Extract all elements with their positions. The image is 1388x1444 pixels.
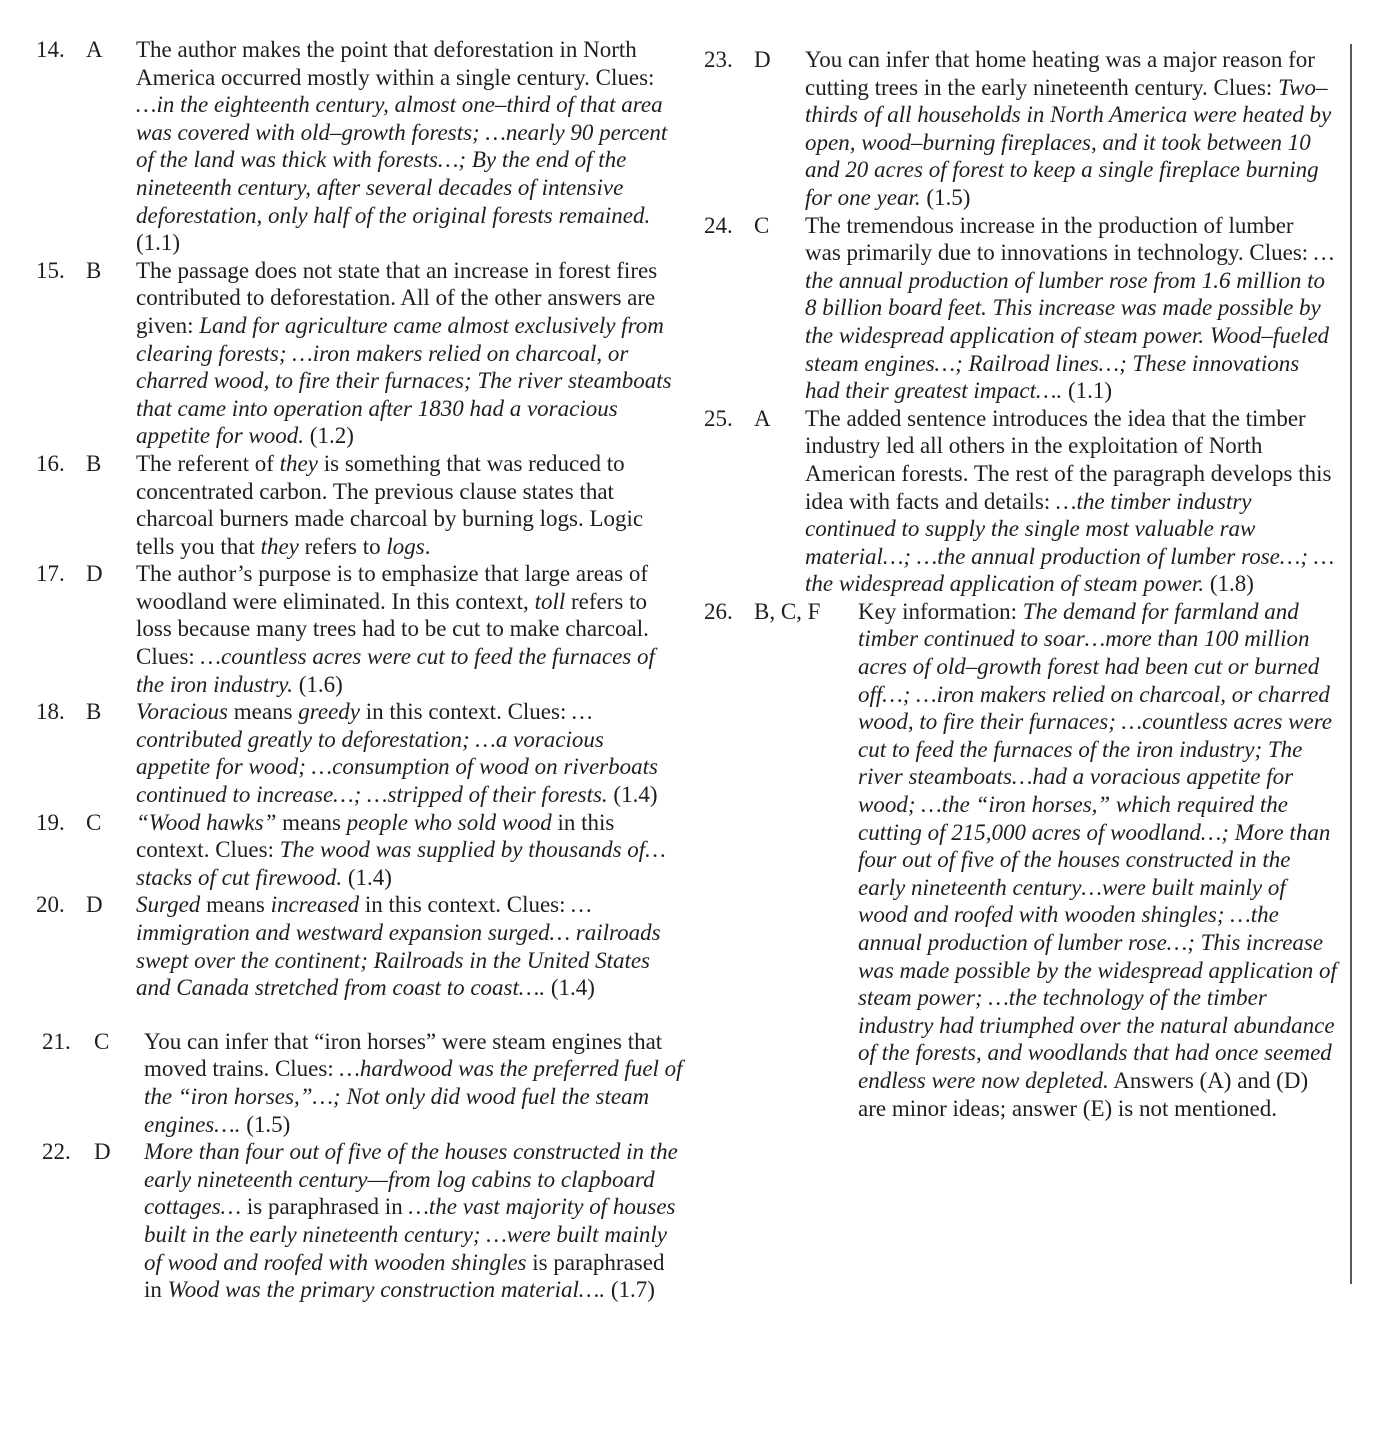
answer-item-18 xyxy=(0,698,690,808)
explanation-text xyxy=(805,212,1335,405)
question-number: 14. xyxy=(36,37,65,62)
answer-item-14 xyxy=(0,36,690,257)
italic-quote: people who sold wood xyxy=(346,809,552,835)
question-number: 18. xyxy=(36,699,65,725)
explanation-text xyxy=(136,560,676,698)
explanation-segment: (1.6) xyxy=(292,671,343,697)
explanation-segment: means xyxy=(200,892,271,918)
italic-quote: The demand for farmland and timber continued to soar…more than 100 million acres of old–growth forest had been cut or burned off…; …iron makers relied on charcoal, or charred wood, to fire their furnaces; …countless acres were cut to feed the furnaces of the iron industry; The river steamboats…had a voracious appetite for wood; …the “iron horses,” which required the cutting of 215,000 acres of woodland…; More than four out of five of the houses constructed in the early nineteenth century…were built mainly of wood and roofed with wooden shingles; …the annual production of lumber rose…; This increase was made possible by the widespread application of steam power; …the technology of the timber industry had triumphed over the natural abundance of the forests, and woodlands that had once seemed endless were now depleted. xyxy=(858,598,1337,1093)
explanation-text xyxy=(805,46,1335,212)
answer-letter: A xyxy=(86,37,103,62)
answer-letter: B, C, F xyxy=(754,598,821,624)
explanation-text xyxy=(144,1028,684,1138)
answer-item-26 xyxy=(690,598,1358,1122)
italic-quote: they xyxy=(260,533,299,559)
italic-quote: greedy xyxy=(298,699,360,725)
explanation-text xyxy=(136,809,676,892)
explanation-segment: is paraphrased in xyxy=(241,1194,409,1220)
question-number: 22. xyxy=(42,1139,71,1165)
italic-quote: …immigration and westward expansion surged… railroads swept over the continent; Railroads in the United States and Canada stretched from coast to coast…. xyxy=(136,892,661,1001)
answer-letter: D xyxy=(86,561,103,587)
answer-item-20 xyxy=(0,891,690,1001)
explanation-text xyxy=(136,36,676,257)
explanation-text xyxy=(805,405,1335,598)
answer-item-19 xyxy=(0,809,690,892)
answer-letter: B xyxy=(86,257,102,283)
answer-letter: B xyxy=(86,450,102,476)
italic-quote: “Wood hawks” xyxy=(136,809,277,835)
spacer xyxy=(0,1002,690,1028)
explanation-text xyxy=(136,450,676,560)
answer-letter: D xyxy=(86,892,103,918)
explanation-segment: (1.4) xyxy=(607,782,658,808)
explanation-segment: (1.5) xyxy=(240,1111,291,1137)
answer-item-22 xyxy=(0,1138,690,1304)
question-number: 19. xyxy=(36,809,65,835)
explanation-segment: (1.4) xyxy=(342,864,392,890)
explanation-text xyxy=(144,1138,684,1304)
italic-quote: More than four out of five of the houses constructed in the early nineteenth century—from log cabins to clapboard cottages… xyxy=(144,1139,678,1220)
answer-item-16 xyxy=(0,450,690,560)
italic-quote: Land for agriculture came almost exclusively from clearing forests; …iron makers relied on charcoal, or charred wood, to fire their furnaces; The river steamboats that came into operation after 1830 had a voracious appetite for wood. xyxy=(136,312,672,449)
explanation-segment: The referent of xyxy=(136,450,280,476)
answer-letter: A xyxy=(754,405,771,431)
question-number: 17. xyxy=(36,561,65,587)
explanation-segment: in this context. Clues: xyxy=(359,892,572,918)
explanation-segment: (1.5) xyxy=(920,184,971,210)
explanation-segment: in this context. Clues: xyxy=(360,699,573,725)
explanation-segment: means xyxy=(228,699,299,725)
explanation-segment: is paraphrased in xyxy=(144,1249,665,1303)
explanation-text xyxy=(858,598,1340,1122)
question-number: 25. xyxy=(704,405,733,431)
italic-quote: …the vast majority of houses built in the early nineteenth century; …were built mainly of wood and roofed with wooden shingles xyxy=(144,1194,676,1275)
explanation-segment: is something that was reduced to concentrated carbon. The previous clause states that charcoal burners made charcoal by burning logs. Logic tells you that xyxy=(136,450,644,559)
explanation-segment: Answers (A) and (D) are minor ideas; answer (E) is not mentioned. xyxy=(858,1067,1309,1121)
italic-quote: Voracious xyxy=(136,699,228,725)
explanation-segment: in this context. Clues: xyxy=(136,809,615,863)
italic-quote: …hardwood was the preferred fuel of the “iron horses,”…; Not only did wood fuel the steam engines…. xyxy=(144,1056,683,1137)
explanation-segment: (1.2) xyxy=(304,423,354,449)
explanation-segment: refers to loss because many trees had to be cut to make charcoal. Clues: xyxy=(136,588,649,670)
answer-item-23 xyxy=(690,46,1358,212)
italic-quote: …countless acres were cut to feed the furnaces of the iron industry. xyxy=(136,644,655,697)
answer-letter: D xyxy=(754,47,771,72)
explanation-segment: The tremendous increase in the production of lumber was primarily due to innovations in technology. Clues: xyxy=(805,212,1314,266)
italic-quote: …contributed greatly to deforestation; …a voracious appetite for wood; …consumption of wood on riverboats continued to increase…; …stripped of their forests. xyxy=(136,699,658,808)
explanation-segment: The author makes the point that deforestation in North America occurred mostly within a single century. Clues: xyxy=(136,37,655,90)
italic-quote: The wood was supplied by thousands of…stacks of cut firewood. xyxy=(136,837,666,890)
answer-item-25 xyxy=(690,405,1358,598)
question-number: 15. xyxy=(36,257,65,283)
answer-letter: C xyxy=(86,809,102,835)
explanation-text xyxy=(136,257,676,450)
explanation-segment: You can infer that “iron horses” were steam engines that moved trains. Clues: xyxy=(144,1028,663,1082)
italic-quote: Wood was the primary construction material…. xyxy=(167,1277,606,1303)
question-number: 26. xyxy=(704,598,733,624)
answer-letter: C xyxy=(94,1028,110,1054)
explanation-segment: (1.4) xyxy=(545,975,595,1001)
italic-quote: toll xyxy=(534,588,566,614)
answer-letter: B xyxy=(86,699,102,725)
italic-quote: …the annual production of lumber rose from 1.6 million to 8 billion board feet. This increase was made possible by the widespread application of steam power. Wood–fueled steam engines…; Railroad lines…; These innovations had their greatest impact…. xyxy=(805,240,1335,404)
italic-quote: they xyxy=(279,450,318,476)
italic-quote: …in the eighteenth century, almost one–third of that area was covered with old–growth forests; …nearly 90 percent of the land was thick with forests…; By the end of the nineteenth century, after several decades of intensive deforestation, only half of the original forests remained. xyxy=(136,92,668,228)
answer-item-15 xyxy=(0,257,690,450)
explanation-segment: means xyxy=(276,809,347,835)
answer-letter: C xyxy=(754,212,770,238)
explanation-text xyxy=(136,698,676,808)
explanation-segment: refers to xyxy=(298,533,387,559)
answer-item-17 xyxy=(0,560,690,698)
question-number: 21. xyxy=(42,1028,71,1054)
explanation-segment: The added sentence introduces the idea that the timber industry led all others in the exploitation of North American forests. The rest of the paragraph develops this idea with facts and details: xyxy=(805,405,1332,514)
answer-letter: D xyxy=(94,1139,111,1165)
italic-quote: Surged xyxy=(136,892,201,918)
explanation-segment: You can infer that home heating was a major reason for cutting trees in the early nineteenth century. Clues: xyxy=(805,47,1315,100)
explanation-segment: . xyxy=(424,533,431,559)
italic-quote: logs xyxy=(386,533,425,559)
explanation-segment: (1.7) xyxy=(605,1277,655,1303)
answer-column-right xyxy=(690,46,1358,1122)
explanation-segment: (1.1) xyxy=(136,230,181,256)
answer-item-24 xyxy=(690,212,1358,405)
explanation-segment: (1.8) xyxy=(1204,571,1254,597)
italic-quote: increased xyxy=(270,892,360,918)
italic-quote: Two–thirds of all households in North America were heated by open, wood–burning fireplaces, and it took between 10 and 20 acres of forest to keep a single fireplace burning for one year. xyxy=(805,74,1332,210)
italic-quote: …the timber industry continued to supply the single most valuable raw material…; …the annual production of lumber rose…; …the widespread application of steam power. xyxy=(805,488,1335,597)
explanation-segment: The author’s purpose is to emphasize that large areas of woodland were eliminated. In this context, xyxy=(136,561,649,614)
question-number: 16. xyxy=(36,450,65,476)
answer-column-left xyxy=(0,36,690,1304)
column-rule xyxy=(1350,44,1352,1284)
answer-item-21 xyxy=(0,1028,690,1138)
explanation-text xyxy=(136,891,676,1001)
explanation-segment: (1.1) xyxy=(1062,378,1113,404)
question-number: 23. xyxy=(704,47,733,72)
explanation-segment: The passage does not state that an increase in forest fires contributed to deforestation. All of the other answers are given: xyxy=(136,257,658,338)
question-number: 20. xyxy=(36,892,65,918)
explanation-segment: Key information: xyxy=(858,598,1023,624)
question-number: 24. xyxy=(704,212,733,238)
